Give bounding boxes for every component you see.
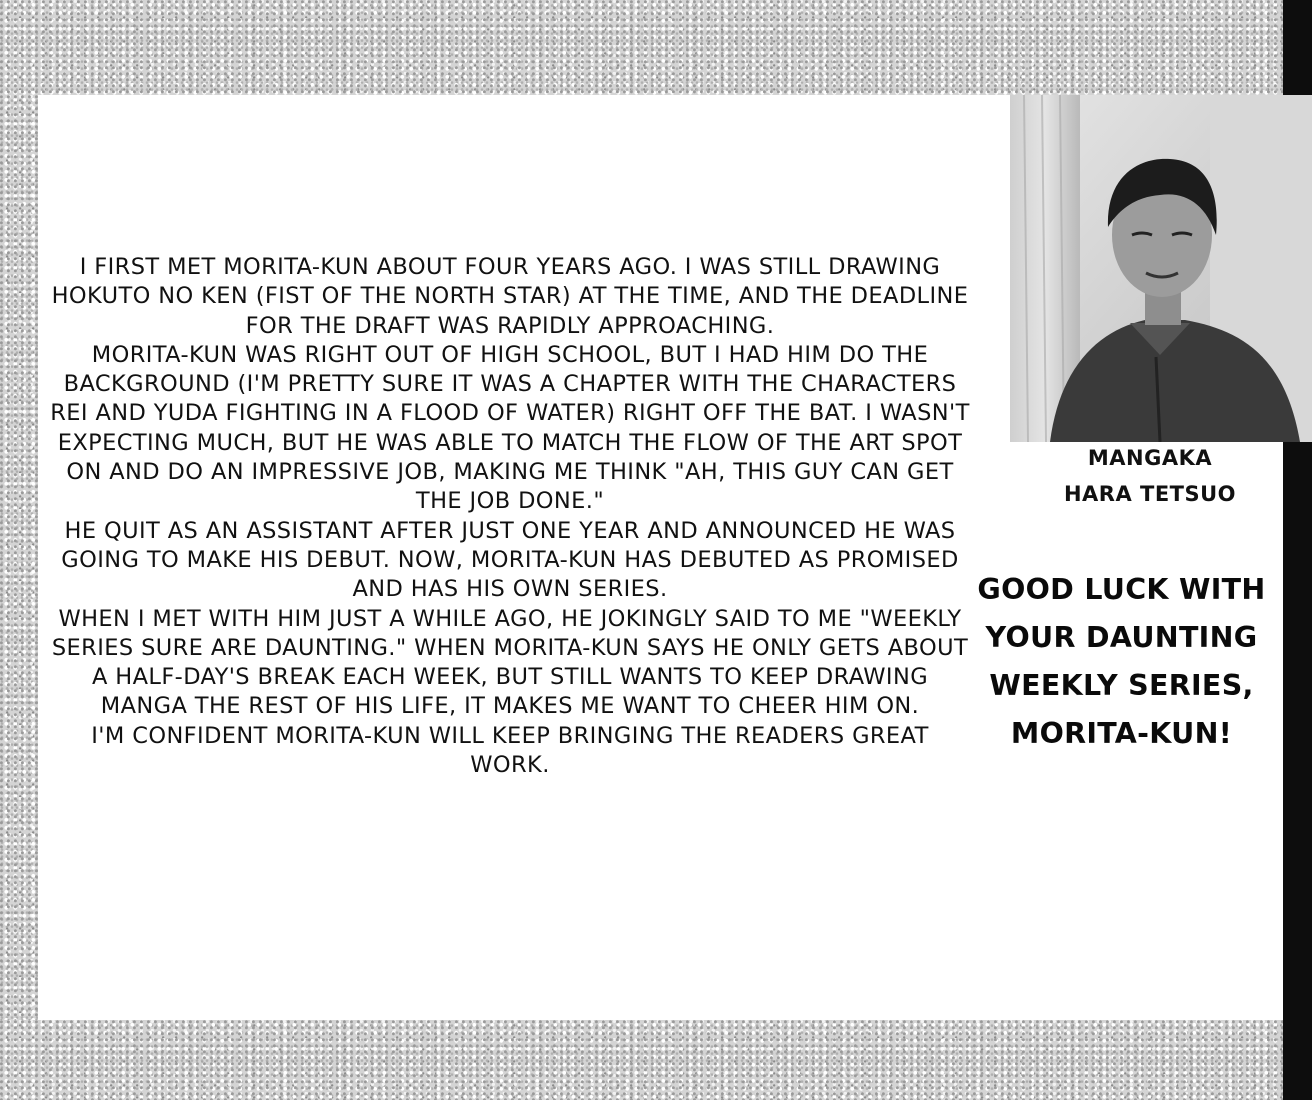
good-luck-message (960, 566, 1283, 758)
author-portrait-image (1010, 95, 1312, 442)
tribute-paragraph: I'M CONFIDENT MORITA-KUN WILL KEEP BRINGING THE READERS GREAT WORK. (91, 722, 929, 779)
tribute-paragraph: I FIRST MET MORITA-KUN ABOUT FOUR YEARS AGO. I WAS STILL DRAWING HOKUTO NO KEN (FIST OF THE NORTH STAR) AT THE TIME, AND THE DEADLINE FOR THE DRAFT WAS RAPIDLY APPROACHING. (51, 254, 969, 339)
author-name: HARA TETSUO (1063, 482, 1237, 506)
message-line: GOOD LUCK WITH (977, 573, 1266, 606)
tribute-paragraph: MORITA-KUN WAS RIGHT OUT OF HIGH SCHOOL, BUT I HAD HIM DO THE BACKGROUND (I'M PRETTY SURE IT WAS A CHAPTER WITH THE CHARACTERS REI AND YUDA FIGHTING IN A FLOOD OF WATER) RIGHT OFF THE BAT. I WASN'T EXPECTING MUCH, BUT HE WAS ABLE TO MATCH THE FLOW OF THE ART SPOT ON AND DO AN IMPRESSIVE JOB, MAKING ME THINK "AH, THIS GUY CAN GET THE JOB DONE." (50, 341, 970, 515)
message-line: YOUR DAUNTING (985, 621, 1258, 654)
message-line: WEEKLY SERIES, (989, 669, 1254, 702)
tribute-paragraph: HE QUIT AS AN ASSISTANT AFTER JUST ONE YEAR AND ANNOUNCED HE WAS GOING TO MAKE HIS DEBUT. NOW, MORITA-KUN HAS DEBUTED AS PROMISED AND HAS HIS OWN SERIES. (61, 517, 959, 603)
tribute-text (50, 253, 970, 780)
message-line: MORITA-KUN! (1010, 717, 1233, 750)
screentone-frame-top (0, 0, 1283, 95)
author-photo (1010, 95, 1312, 442)
author-caption (1040, 440, 1260, 512)
screentone-frame-bottom (0, 1020, 1283, 1100)
author-role: MANGAKA (1087, 446, 1213, 470)
tribute-paragraph: WHEN I MET WITH HIM JUST A WHILE AGO, HE JOKINGLY SAID TO ME "WEEKLY SERIES SURE ARE DAUNTING." WHEN MORITA-KUN SAYS HE ONLY GETS ABOUT A HALF-DAY'S BREAK EACH WEEK, BUT STILL WANTS TO KEEP DRAWING MANGA THE REST OF HIS LIFE, IT MAKES ME WANT TO CHEER HIM ON. (51, 605, 969, 720)
screentone-frame-left (0, 95, 38, 1020)
